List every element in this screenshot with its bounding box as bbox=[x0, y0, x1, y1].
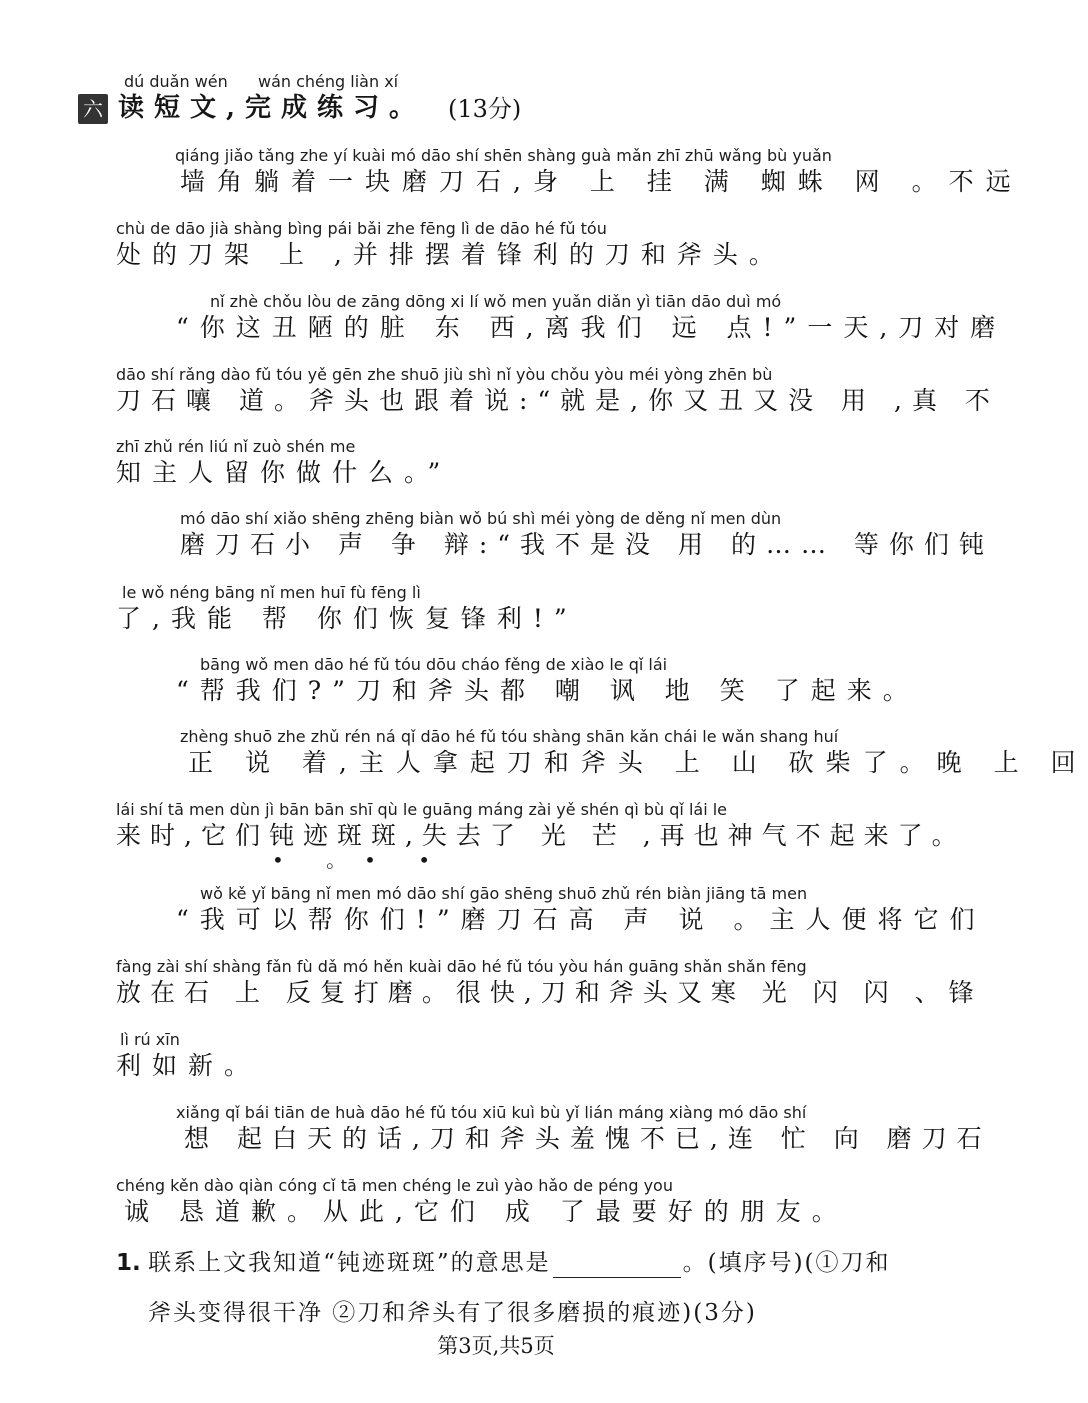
passage-line-6: 磨刀石小 声 争 辩:“我不是没 用 的…… 等你们钝 bbox=[180, 530, 994, 559]
question-number: 1. bbox=[116, 1250, 141, 1276]
passage-pinyin-3: nǐ zhè chǒu lòu de zāng dōng xi lí wǒ men yuǎn diǎn yì tiān dāo duì mó bbox=[210, 292, 782, 311]
passage-pinyin-2: chù de dāo jià shàng bìng pái bǎi zhe fēng lì de dāo hé fǔ tóu bbox=[116, 219, 607, 238]
passage-line-1: 墙角躺着一块磨刀石,身 上 挂 满 蜘蛛 网 。不远 bbox=[180, 167, 1023, 196]
section-title: 读短文,完成练习。 bbox=[118, 93, 426, 123]
passage-line-14: 想 起白天的话,刀和斧头羞愧不已,连 忙 向 磨刀石 bbox=[184, 1124, 992, 1153]
passage-pinyin-13: lì rú xīn bbox=[120, 1030, 180, 1049]
answer-blank[interactable] bbox=[553, 1255, 681, 1278]
passage-pinyin-8: bāng wǒ men dāo hé fǔ tóu dōu cháo fěng de xiào le qǐ lái bbox=[200, 655, 668, 674]
passage-pinyin-4: dāo shí rǎng dào fǔ tóu yě gēn zhe shuō jiù shì nǐ yòu chǒu yòu méi yòng zhēn bù bbox=[116, 365, 773, 384]
question-text-a: 联系上文我知道“钝迹斑斑”的意思是 bbox=[148, 1250, 551, 1276]
passage-line-9: 正 说 着,主人拿起刀和斧头 上 山 砍柴了。晚 上 回 bbox=[188, 748, 1088, 777]
question-1-options: 斧头变得很干净 ②刀和斧头有了很多磨损的痕迹)(3分) bbox=[148, 1300, 757, 1326]
passage-line-4: 刀石嚷 道。斧头也跟着说:“就是,你又丑又没 用 ,真 不 bbox=[116, 386, 1000, 415]
page-number: 第3页,共5页 bbox=[437, 1334, 555, 1358]
passage-line-15: 诚 恳道歉。从此,它们 成 了最要好的朋友。 bbox=[124, 1197, 848, 1226]
section-number-icon: 六 bbox=[78, 94, 108, 124]
section-title-pinyin-a: dú duǎn wén bbox=[124, 72, 228, 91]
passage-pinyin-9: zhèng shuō zhe zhǔ rén ná qǐ dāo hé fǔ tóu shàng shān kǎn chái le wǎn shang huí bbox=[180, 727, 839, 746]
passage-line-12: 放在石 上 反复打磨。很快,刀和斧头又寒 光 闪 闪 、锋 bbox=[116, 978, 983, 1007]
passage-pinyin-5: zhī zhǔ rén liú nǐ zuò shén me bbox=[116, 437, 356, 456]
section-score: (13分) bbox=[448, 95, 522, 123]
question-1 bbox=[116, 1248, 891, 1278]
passage-pinyin-15: chéng kěn dào qiàn cóng cǐ tā men chéng le zuì yào hǎo de péng you bbox=[116, 1176, 673, 1195]
passage-line-13: 利如新。 bbox=[116, 1051, 261, 1080]
question-text-b: 。(填序号)(①刀和 bbox=[682, 1250, 891, 1276]
passage-line-2: 处的刀架 上 ,并排摆着锋利的刀和斧头。 bbox=[116, 240, 785, 269]
passage-pinyin-7: le wǒ néng bāng nǐ men huī fù fēng lì bbox=[122, 583, 421, 602]
passage-line-5: 知主人留你做什么。” bbox=[116, 458, 452, 487]
passage-line-10: 来时,它们钝迹斑斑,失去了 光 芒 ,再也神气不起来了。 bbox=[116, 821, 966, 850]
section-title-pinyin-b: wán chéng liàn xí bbox=[258, 72, 399, 91]
passage-pinyin-6: mó dāo shí xiǎo shēng zhēng biàn wǒ bú shì méi yòng de děng nǐ men dùn bbox=[180, 509, 782, 528]
passage-pinyin-14: xiǎng qǐ bái tiān de huà dāo hé fǔ tóu xiū kuì bù yǐ lián máng xiàng mó dāo shí bbox=[176, 1103, 807, 1122]
emphasis-dots: • 。• • bbox=[272, 848, 449, 872]
passage-line-3: “你这丑陋的脏 东 西,离我们 远 点!”一天,刀对磨 bbox=[176, 313, 1007, 342]
passage-pinyin-12: fàng zài shí shàng fǎn fù dǎ mó hěn kuài dāo hé fǔ tóu yòu hán guāng shǎn shǎn fēng bbox=[116, 957, 807, 976]
passage-line-7: 了,我能 帮 你们恢复锋利!” bbox=[116, 604, 578, 633]
passage-pinyin-11: wǒ kě yǐ bāng nǐ men mó dāo shí gāo shēng shuō zhǔ rén biàn jiāng tā men bbox=[200, 884, 808, 903]
passage-pinyin-10: lái shí tā men dùn jì bān bān shī qù le guāng máng zài yě shén qì bù qǐ lái le bbox=[116, 800, 728, 819]
passage-line-8: “帮我们?”刀和斧头都 嘲 讽 地 笑 了起来。 bbox=[176, 676, 919, 705]
passage-pinyin-1: qiáng jiǎo tǎng zhe yí kuài mó dāo shí shēn shàng guà mǎn zhī zhū wǎng bù yuǎn bbox=[175, 146, 832, 165]
passage-line-11: “我可以帮你们!”磨刀石高 声 说 。主人便将它们 bbox=[176, 905, 986, 934]
